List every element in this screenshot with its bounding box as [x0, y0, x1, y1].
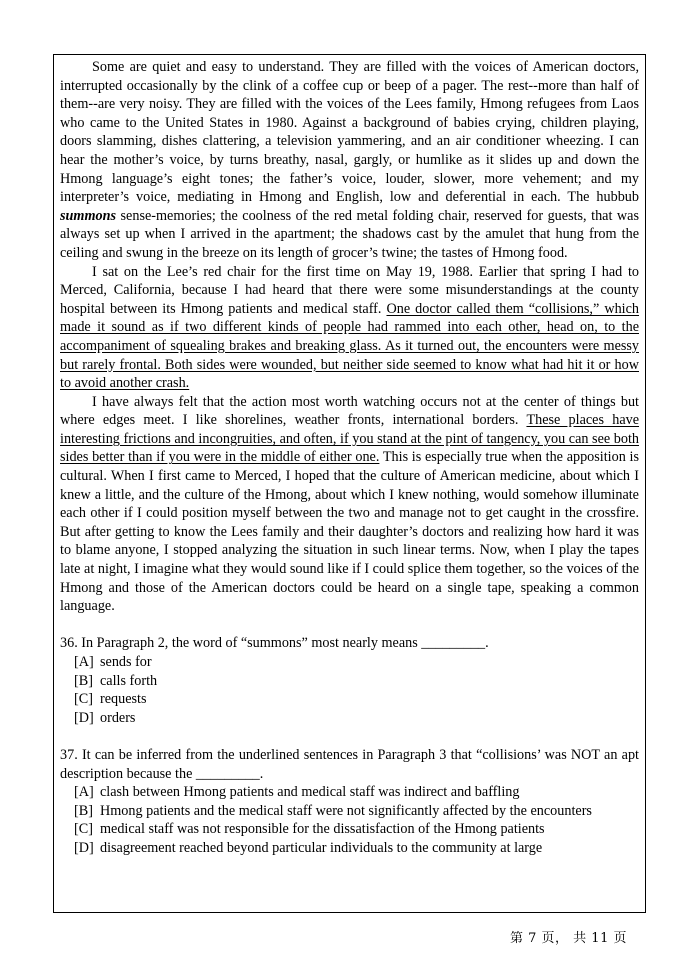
question-37	[60, 746, 639, 858]
paragraph-2-underlined: One doctor called them “collisions,” which made it sound as if two different kinds of people had rammed into each other, head on, to the accompaniment of squealing brakes and breaking glass. As it turned out, the encounters were messy but rarely frontal. Both sides were wounded, but neither side seemed to know what had hit it or how to avoid another crash.	[60, 300, 639, 392]
option-text: requests	[100, 691, 147, 708]
option-text: calls forth	[100, 672, 158, 689]
option-text: disagreement reached beyond particular individuals to the community at large	[100, 839, 543, 856]
paragraph-1-text: Some are quiet and easy to understand. They are filled with the voices of American doctors, interrupted occasionally by the clink of a coffee cup or beep of a pager. The rest--more than half of them--are very noisy. They are filled with the voices of the Lees family, Hmong refugees from Laos who came to the United States in 1980. Against a background of babies crying, children playing, doors slamming, dishes clattering, a television yammering, and an air conditioner wheezing. I can hear the mother’s voice, by turns breathy, nasal, gargly, or humlike as it slides up and down the Hmong language’s eight tones; the father’s voice, louder, slower, more vehement; and my interpreter’s voice, mediating in Hmong and English, low and deferential in each. The hubbub	[60, 59, 639, 206]
option-text: sends for	[100, 654, 152, 670]
paragraph-2	[60, 263, 639, 393]
keyword-summons: summons	[60, 207, 116, 224]
option-text: medical staff was not responsible for the dissatisfaction of the Hmong patients	[100, 821, 545, 838]
option-text: Hmong patients and the medical staff were not significantly affected by the encounters	[100, 802, 592, 819]
option-label: [D]	[74, 709, 94, 726]
paragraph-3-underlined: These places have interesting frictions and incongruities, and often, if you stand at the pint of tangency, you can see both sides better than if you were in the middle of either one.	[60, 412, 640, 466]
paragraph-1-text-after: sense-memories; the coolness of the red metal folding chair, reserved for guests, that was always set up when I arrived in the apartment; the shadows cast by the amulet that hung from the ceiling and swung in the breeze on its length of grocer’s twine; the tastes of Hmong food.	[60, 207, 639, 261]
paragraph-3	[60, 393, 639, 616]
question-37-option-b[interactable]	[60, 802, 639, 821]
option-label: [C]	[74, 691, 93, 708]
question-36-option-b[interactable]	[60, 672, 639, 691]
content-frame	[53, 54, 646, 913]
option-label: [B]	[74, 672, 93, 689]
option-label: [A]	[74, 784, 94, 801]
option-text: clash between Hmong patients and medical staff was indirect and baffling	[100, 784, 520, 801]
paragraph-3-text-after: This is especially true when the apposition is cultural. When I first came to Merced, I hoped that the culture of American medicine, about which I knew a little, and the culture of the Hmong, about which I knew nothing, would somehow illuminate each other if I could position myself between the two and manage not to get caught in the crossfire. But after getting to know the Lees family and their daughter’s doctors and realizing how hard it was to blame anyone, I stopped analyzing the situation in such linear terms. Now, when I play the tapes late at night, I imagine what they would sound like if I could splice them together, so the voices of the Hmong and those of the American doctors could be heard on a single tape, speaking a common language.	[60, 449, 639, 615]
question-36-option-d[interactable]	[60, 709, 639, 728]
option-label: [A]	[74, 654, 94, 670]
page-number: 第 7 页， 共 11 页	[510, 931, 627, 946]
option-text: orders	[100, 709, 136, 726]
option-label: [B]	[74, 802, 93, 819]
question-36-option-a[interactable]	[60, 653, 639, 672]
question-37-option-c[interactable]	[60, 820, 639, 839]
paragraph-3-text: I have always felt that the action most worth watching occurs not at the center of things but where edges meet. I like shorelines, weather fronts, international borders.	[60, 393, 639, 429]
option-label: [C]	[74, 821, 93, 838]
question-36-stem: 36. In Paragraph 2, the word of “summons” most nearly means _________.	[60, 635, 489, 652]
question-37-stem: 37. It can be inferred from the underlined sentences in Paragraph 3 that “collisions’ was NOT an apt description because the _________.	[60, 746, 639, 782]
question-36-option-c[interactable]	[60, 690, 639, 709]
question-37-option-d[interactable]	[60, 839, 639, 858]
question-37-option-a[interactable]	[60, 783, 639, 802]
question-36	[60, 634, 639, 727]
paragraph-1	[60, 58, 639, 263]
paragraph-2-text: I sat on the Lee’s red chair for the first time on May 19, 1988. Earlier that spring I had to Merced, California, because I had heard that there were some misunderstandings at the county hospital between its Hmong patients and medical staff.	[60, 263, 639, 317]
option-label: [D]	[74, 839, 94, 856]
